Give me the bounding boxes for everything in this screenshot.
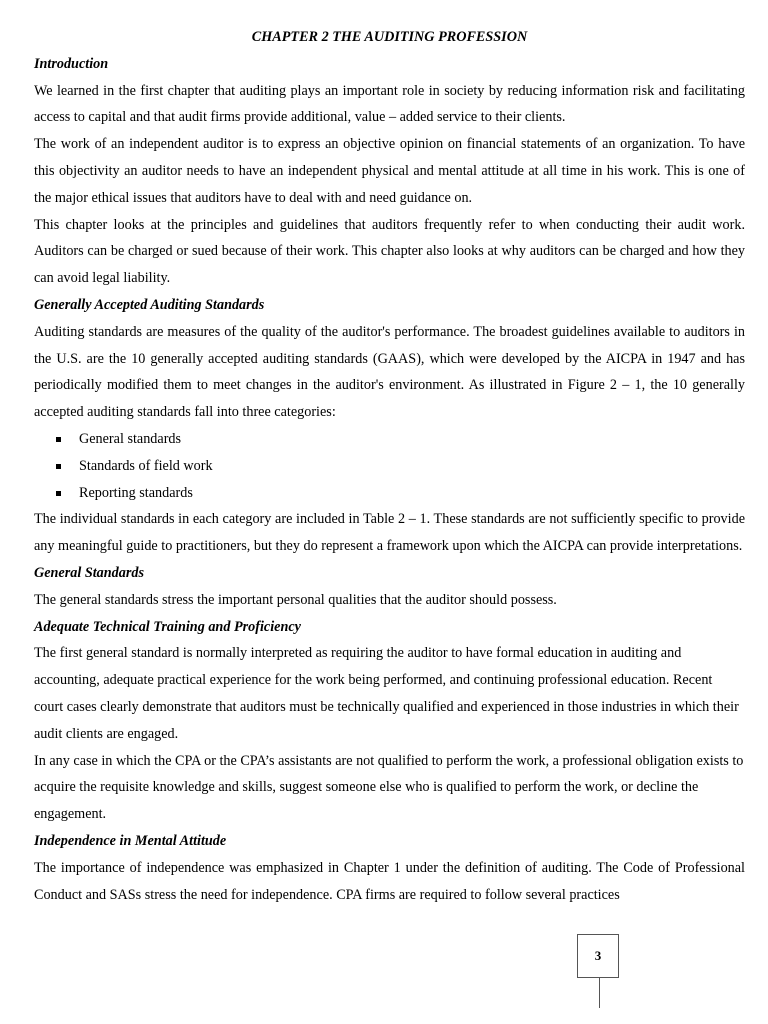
square-bullet-icon [56,464,61,469]
introduction-heading: Introduction [34,55,109,72]
introduction-paragraph-1: We learned in the first chapter that auditing plays an important role in society by reducing information risk and facilitating access to capital and that audit firms provide additional, value – added service to their clients. [34,82,745,126]
introduction-paragraph-3: This chapter looks at the principles and guidelines that auditors frequently refer to when conducting their audit work. Auditors can be charged or sued because of their work. This chapter also looks at why auditors can be charged and how they can avoid legal liability. [34,216,745,287]
gaas-after-list-paragraph: The individual standards in each category are included in Table 2 – 1. These standards are not sufficiently specific to provide any meaningful guide to practitioners, but they do represent a framework upon which the AICPA can provide interpretations. [34,511,745,555]
list-item-label: General standards [79,430,182,447]
list-item [56,480,745,507]
training-heading: Adequate Technical Training and Proficiency [34,618,301,635]
document-page [34,24,745,908]
independence-heading: Independence in Mental Attitude [34,832,227,849]
gaas-paragraph: Auditing standards are measures of the quality of the auditor's performance. The broadest guidelines available to auditors in the U.S. are the 10 generally accepted auditing standards (GAAS), which were developed by the AICPA in 1947 and has periodically modified them to meet changes in the auditor's environment. As illustrated in Figure 2 – 1, the 10 generally accepted auditing standards fall into three categories: [34,323,745,421]
general-standards-paragraph: The general standards stress the important personal qualities that the auditor should possess. [34,591,557,608]
list-item-label: Standards of field work [79,457,213,474]
training-paragraph-1: The first general standard is normally interpreted as requiring the auditor to have formal education in auditing and accounting, adequate practical experience for the work being performed, and continuing professional education. Recent court cases clearly demonstrate that auditors must be technically qualified and experienced in those industries in which their audit clients are engaged. [34,645,739,742]
square-bullet-icon [56,437,61,442]
square-bullet-icon [56,491,61,496]
standards-category-list [34,426,745,506]
gaas-heading: Generally Accepted Auditing Standards [34,296,265,313]
page-number-connector [599,978,600,1008]
training-paragraph-2: In any case in which the CPA or the CPA’s assistants are not qualified to perform the work, a professional obligation exists to acquire the requisite knowledge and skills, suggest someone else who is qualified to perform the work, or decline the engagement. [34,752,744,823]
list-item-label: Reporting standards [79,484,193,501]
chapter-title: CHAPTER 2 THE AUDITING PROFESSION [251,29,528,45]
introduction-paragraph-2: The work of an independent auditor is to express an objective opinion on financial statements of an organization. To have this objectivity an auditor needs to have an independent physical and mental attitude at all time in his work. This is one of the major ethical issues that auditors have to deal with and need guidance on. [34,136,745,206]
page-number: 3 [577,934,619,978]
list-item [56,453,745,480]
general-standards-heading: General Standards [34,564,144,581]
independence-paragraph: The importance of independence was emphasized in Chapter 1 under the definition of auditing. The Code of Professional Conduct and SASs stress the need for independence. CPA firms are required to follow several practices [34,859,745,903]
list-item [56,426,745,453]
